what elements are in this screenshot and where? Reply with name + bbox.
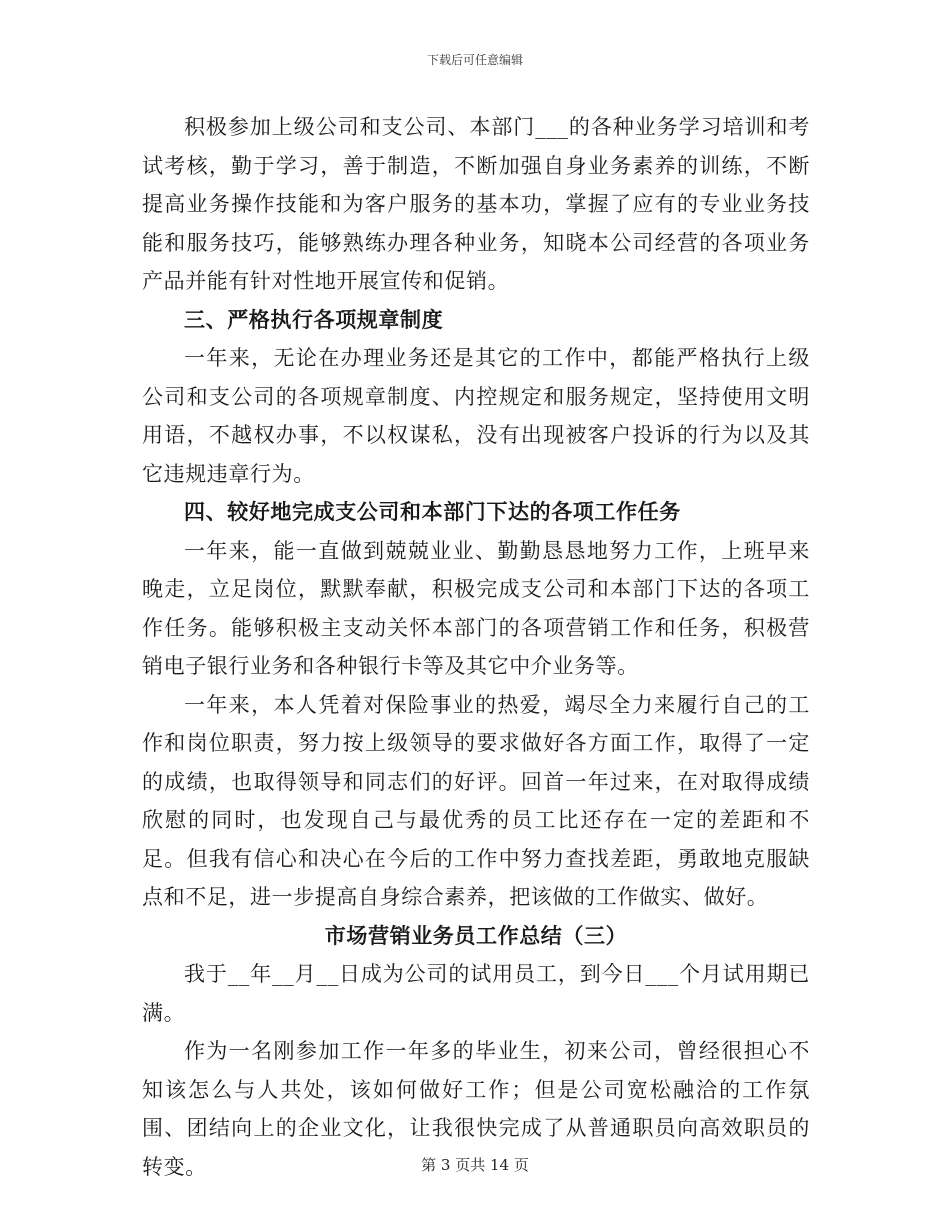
page-header: 下载后可任意编辑: [426, 53, 523, 67]
paragraph-probation: 我于__年__月__日成为公司的试用员工，到今日___个月试用期已满。: [142, 962, 810, 1025]
section-heading-tasks: 四、较好地完成支公司和本部门下达的各项工作任务: [184, 499, 681, 524]
paragraph-summary: 一年来，本人凭着对保险事业的热爱，竭尽全力来履行自己的工作和岗位职责，努力按上级领导的要求做好各方面工作，取得了一定的成绩，也取得领导和同志们的好评。回首一年过来，在对取得成绩欣慰的同时，也发现自己与最优秀的员工比还存在一定的差距和不足。但我有信心和决心在今后的工作中努力查找差距，勇敢地克服缺点和不足，进一步提高自身综合素养，把该做的工作做实、做好。: [142, 692, 810, 909]
paragraph-rules: 一年来，无论在办理业务还是其它的工作中，都能严格执行上级公司和支公司的各项规章制度、内控规定和服务规定，坚持使用文明用语，不越权办事，不以权谋私，没有出现被客户投诉的行为以及其它违规违章行为。: [142, 346, 810, 486]
page-number: 第 3 页共 14 页: [421, 1156, 529, 1174]
paragraph-graduate: 作为一名刚参加工作一年多的毕业生，初来公司，曾经很担心不知该怎么与人共处，该如何做好工作；但是公司宽松融洽的工作氛围、团结向上的企业文化，让我很快完成了从普通职员向高效职员的转变。: [142, 1039, 810, 1179]
paragraph-tasks: 一年来，能一直做到兢兢业业、勤勤恳恳地努力工作，上班早来晚走，立足岗位，默默奉献，积极完成支公司和本部门下达的各项工作任务。能够积极主支动关怀本部门的各项营销工作和任务，积极营销电子银行业务和各种银行卡等及其它中介业务等。: [142, 538, 810, 678]
paragraph-training: 积极参加上级公司和支公司、本部门___的各种业务学习培训和考试考核，勤于学习，善于制造，不断加强自身业务素养的训练，不断提高业务操作技能和为客户服务的基本功，掌握了应有的专业业务技能和服务技巧，能够熟练办理各种业务，知晓本公司经营的各项业务产品并能有针对性地开展宣传和促销。: [142, 115, 810, 293]
section-heading-rules: 三、严格执行各项规章制度: [184, 306, 444, 332]
document-body: [142, 108, 810, 1186]
document-title: 市场营销业务员工作总结（三）: [324, 922, 628, 948]
